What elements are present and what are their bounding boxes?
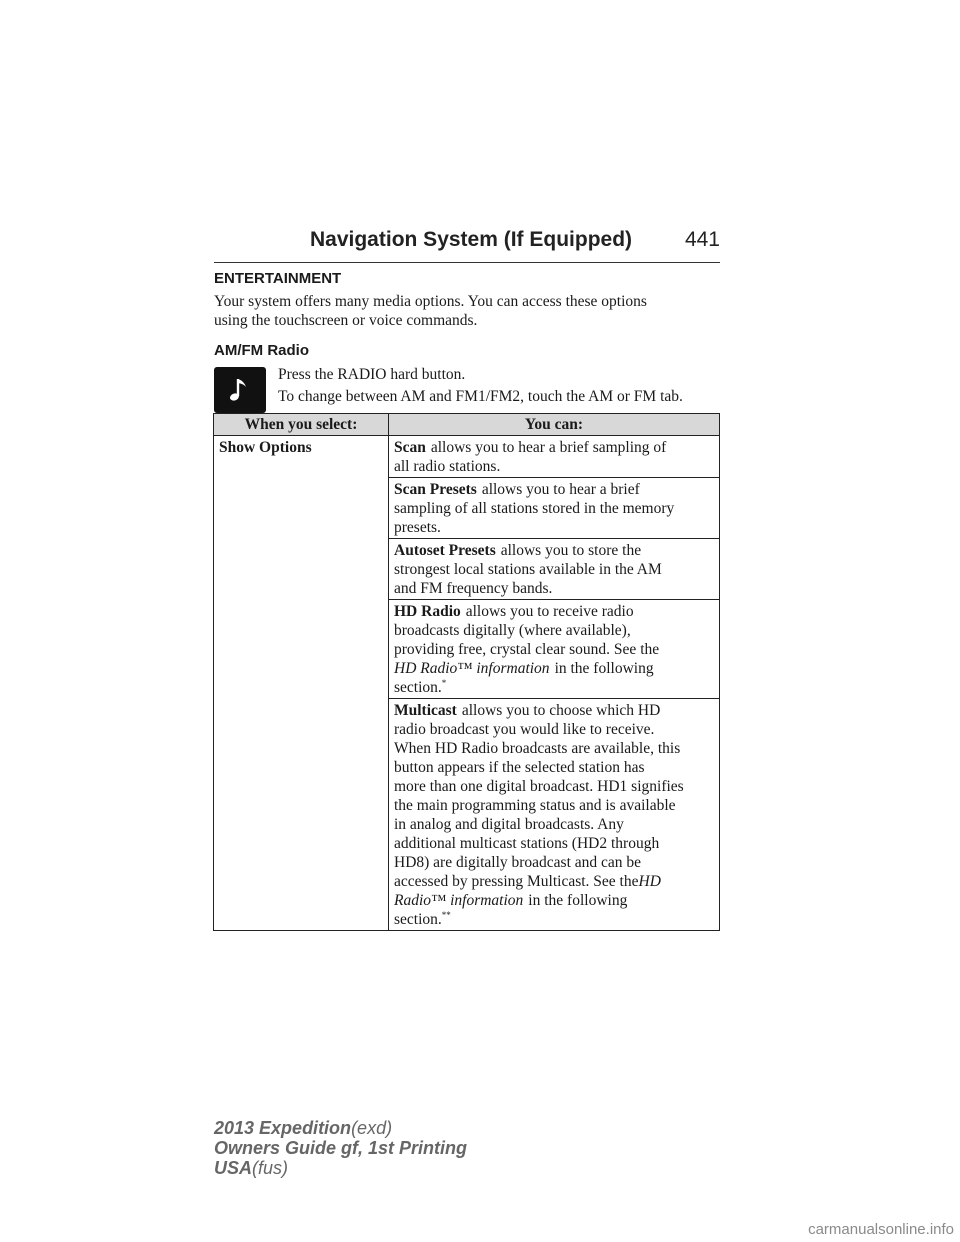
page-number: 441 — [684, 228, 720, 251]
desc-text: HD8) are digitally broadcast and can be — [394, 854, 642, 871]
desc-text: in the following — [528, 892, 628, 909]
desc-text: allows you to choose which HD — [461, 702, 661, 719]
desc-text: and FM frequency bands. — [394, 580, 553, 597]
page-header — [214, 228, 720, 263]
table-row — [214, 436, 720, 478]
footer-model: 2013 Expedition — [214, 1118, 352, 1138]
desc-text: presets. — [394, 519, 441, 536]
term: Scan Presets — [394, 481, 477, 498]
desc-text: accessed by pressing Multicast. See the — [394, 873, 639, 890]
description-cell — [389, 478, 720, 539]
options-table — [213, 413, 720, 931]
description-cell — [389, 699, 720, 931]
chapter-title: Navigation System (If Equipped) — [310, 228, 633, 251]
desc-text: sampling of all stations stored in the memory — [394, 500, 675, 517]
subsection-title: AM/FM Radio — [214, 342, 309, 359]
italic-reference: Radio™ information — [394, 892, 524, 909]
section-title: ENTERTAINMENT — [214, 270, 342, 287]
italic-reference: HD Radio™ information — [394, 660, 550, 677]
desc-text: allows you to store the — [500, 542, 642, 559]
description-cell — [389, 539, 720, 600]
term: Autoset Presets — [394, 542, 496, 559]
desc-text: radio broadcast you would like to receive. — [394, 721, 655, 738]
watermark-text: carmanualsonline.info — [808, 1221, 954, 1238]
desc-text: strongest local stations available in the AM — [394, 561, 662, 578]
intro-line: Your system offers many media options. You can access these options — [214, 293, 647, 310]
desc-text: in analog and digital broadcasts. Any — [394, 816, 624, 833]
desc-text: section. — [394, 911, 442, 928]
music-note-icon — [214, 367, 266, 413]
footer-market: USA — [214, 1158, 253, 1178]
footnote-mark: ** — [441, 909, 451, 920]
desc-text: allows you to hear a brief sampling of — [430, 439, 667, 456]
footer-code: (exd) — [351, 1118, 393, 1138]
desc-text: When HD Radio broadcasts are available, this — [394, 740, 681, 757]
term: Scan — [394, 439, 426, 456]
footnote-mark: * — [441, 677, 447, 688]
desc-text: additional multicast stations (HD2 through — [394, 835, 660, 852]
table-header-row — [214, 414, 720, 436]
desc-text: all radio stations. — [394, 458, 501, 475]
print-footer — [214, 1118, 467, 1178]
term: Multicast — [394, 702, 457, 719]
desc-text: in the following — [554, 660, 654, 677]
italic-reference: HD — [638, 873, 661, 890]
header-when-you-select: When you select: — [214, 414, 389, 436]
header-you-can: You can: — [389, 414, 720, 436]
desc-text: allows you to receive radio — [465, 603, 634, 620]
description-cell — [389, 436, 720, 478]
instruction-line: Press the RADIO hard button. — [278, 366, 466, 383]
description-cell — [389, 600, 720, 699]
desc-text: allows you to hear a brief — [481, 481, 640, 498]
desc-text: providing free, crystal clear sound. See the — [394, 641, 660, 658]
footer-line — [214, 1118, 467, 1138]
desc-text: the main programming status and is available — [394, 797, 676, 814]
desc-text: more than one digital broadcast. HD1 signifies — [394, 778, 684, 795]
desc-text: button appears if the selected station has — [394, 759, 645, 776]
desc-text: broadcasts digitally (where available), — [394, 622, 631, 639]
footer-market-code: (fus) — [252, 1158, 289, 1178]
term: HD Radio — [394, 603, 461, 620]
footer-line — [214, 1158, 467, 1178]
intro-paragraph — [214, 292, 720, 330]
show-options-cell: Show Options — [214, 436, 389, 931]
instruction-line: To change between AM and FM1/FM2, touch the AM or FM tab. — [278, 388, 683, 405]
footer-guide: Owners Guide gf, 1st Printing — [214, 1138, 468, 1158]
intro-line: using the touchscreen or voice commands. — [214, 312, 478, 329]
desc-text: section. — [394, 679, 442, 696]
